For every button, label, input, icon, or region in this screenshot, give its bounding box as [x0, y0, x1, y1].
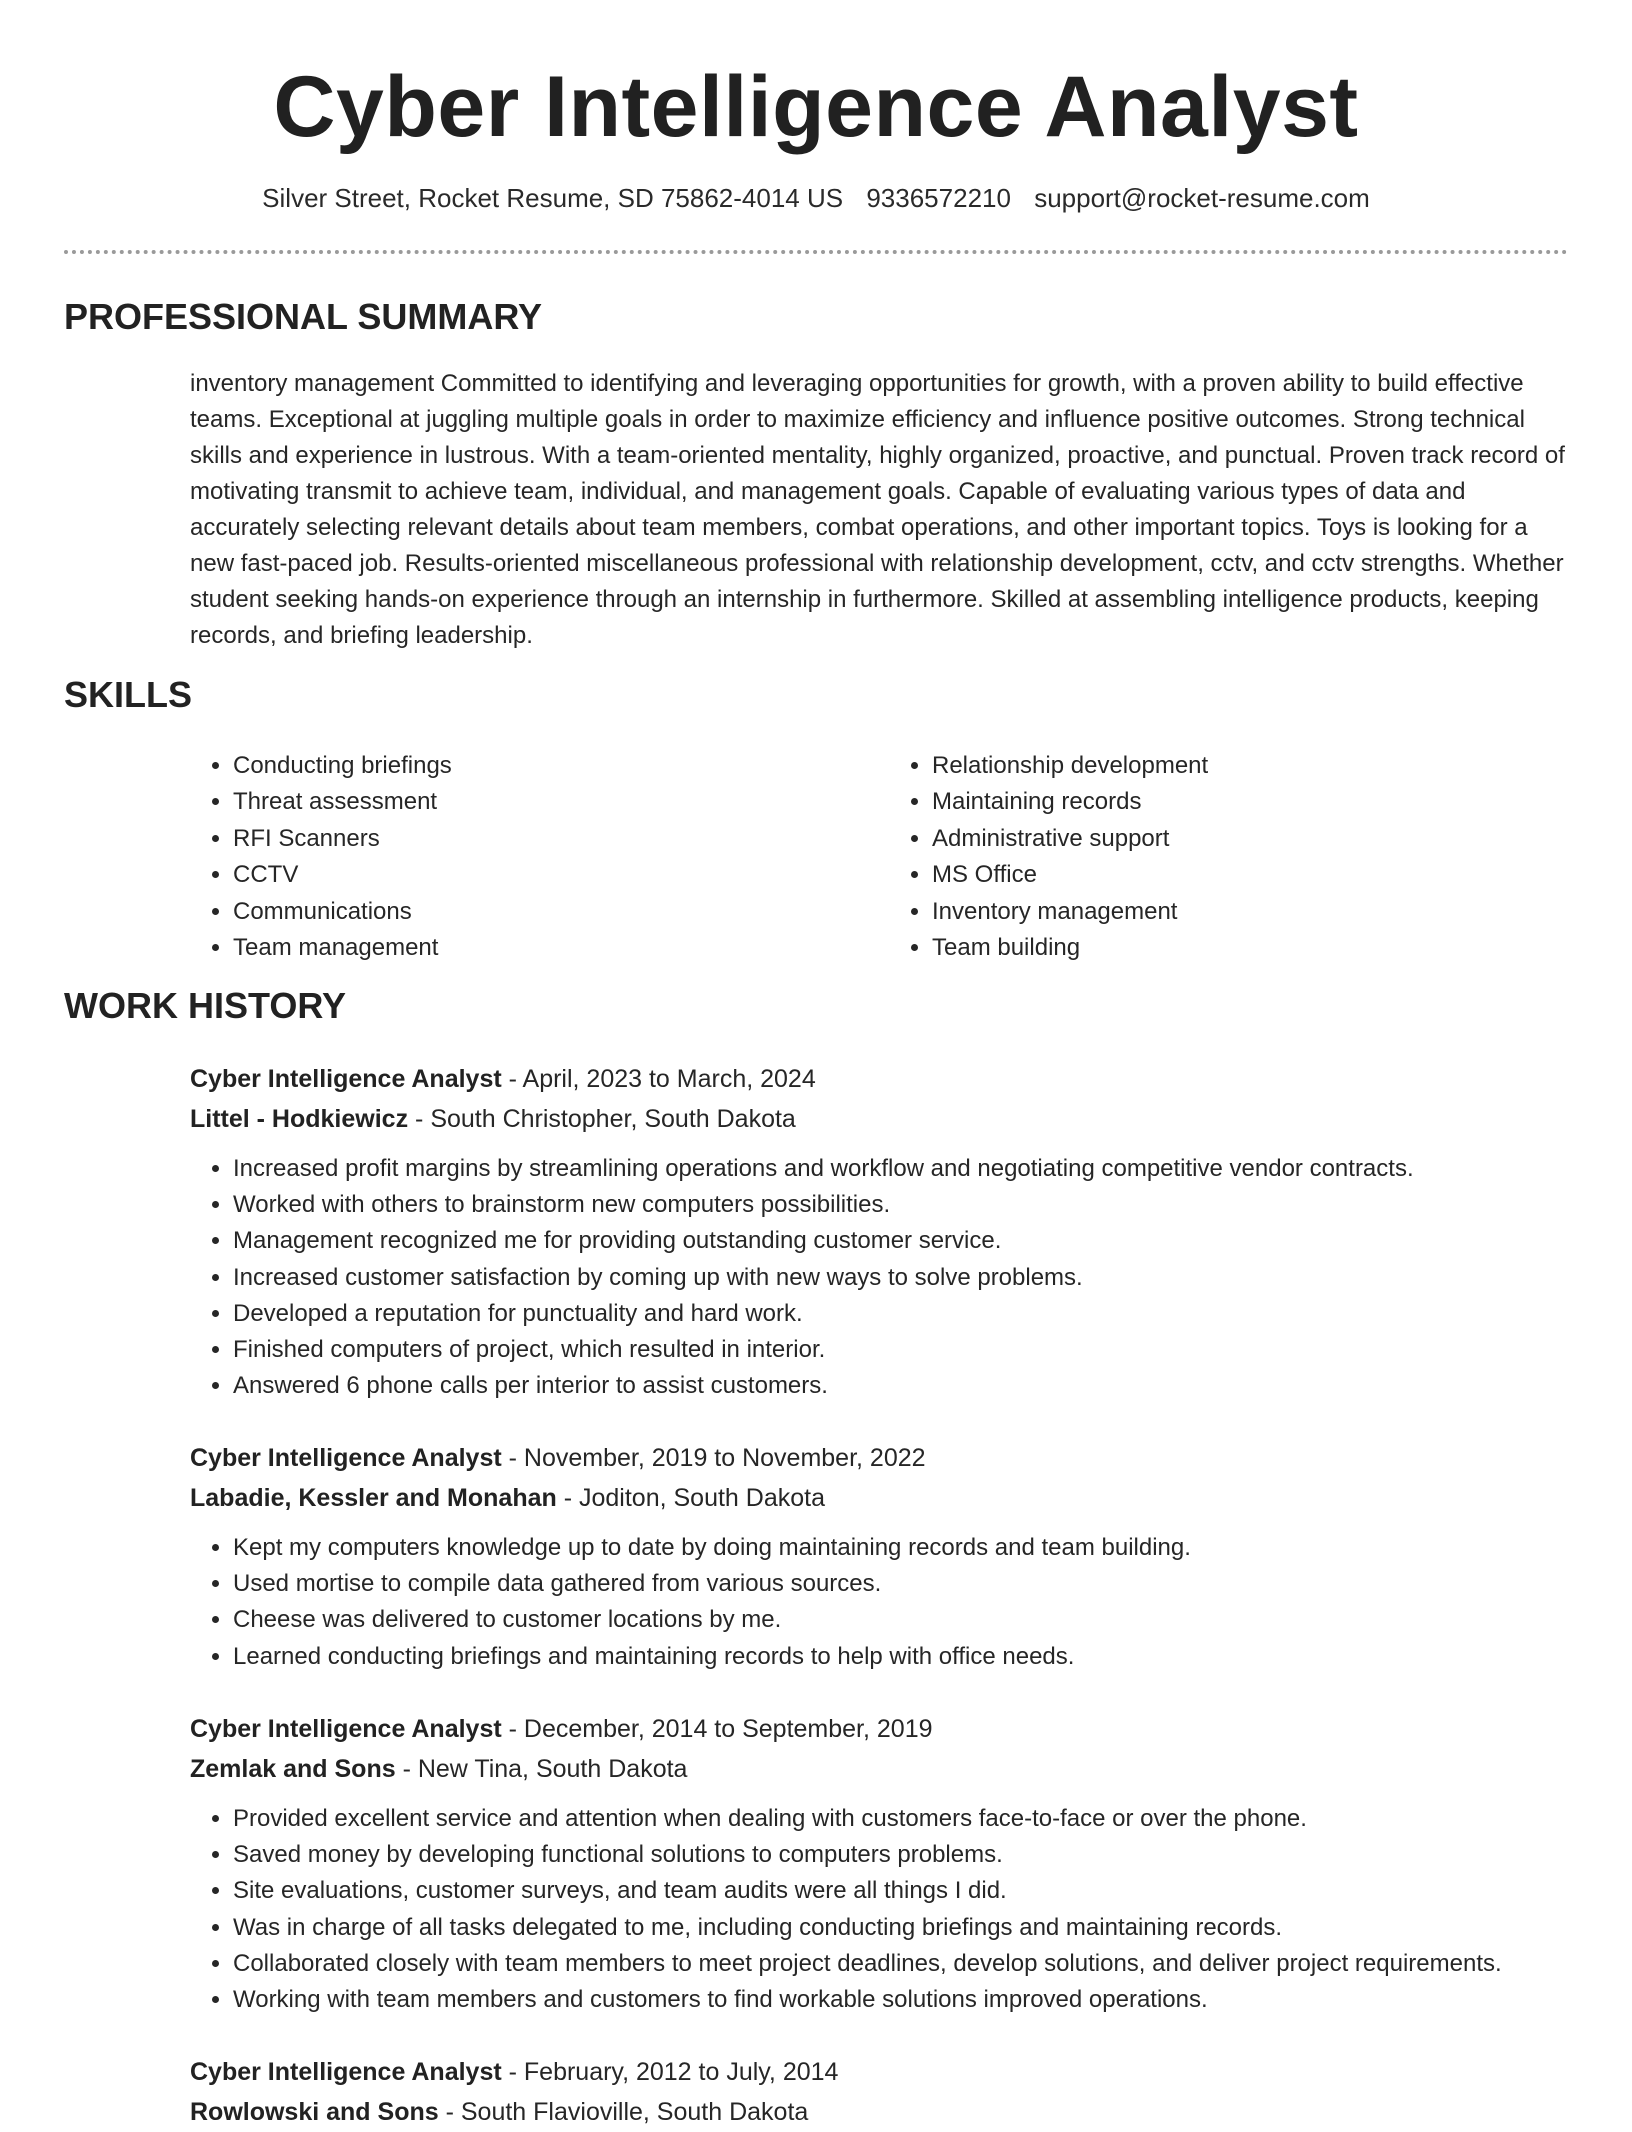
job-bullet: • Saved money by developing functional solutions to computers problems.: [233, 1837, 1570, 1873]
job-bullets: [190, 1530, 1570, 1675]
job-company-line: [190, 2092, 1570, 2132]
job-bullet: • Increased profit margins by streamlining operations and workflow and negotiating competitive vendor contracts.: [233, 1151, 1570, 1187]
skill-item: • Threat assessment: [233, 784, 853, 820]
job-title-line: [190, 1059, 1570, 1099]
job-bullet: • Collaborated closely with team members to meet project deadlines, develop solutions, and deliver project requirements.: [233, 1946, 1570, 1982]
job-bullet: • Worked with others to brainstorm new computers possibilities.: [233, 1187, 1570, 1223]
skill-item: • Administrative support: [932, 821, 1552, 857]
skills-column-left: [190, 748, 853, 966]
skill-item: • Conducting briefings: [233, 748, 853, 784]
job-entry: [190, 2052, 1570, 2132]
job-dates: - February, 2012 to July, 2014: [508, 2058, 839, 2086]
job-bullet: • Cheese was delivered to customer locations by me.: [233, 1602, 1570, 1638]
contact-phone: 9336572210: [866, 183, 1011, 213]
skill-item: • Team management: [233, 930, 853, 966]
job-position: Cyber Intelligence Analyst: [190, 1444, 502, 1472]
job-location: - New Tina, South Dakota: [402, 1755, 688, 1783]
job-entry: [190, 1059, 1570, 1404]
skills-list: [190, 748, 1570, 966]
job-location: - Joditon, South Dakota: [563, 1484, 825, 1512]
skills-title: SKILLS: [64, 674, 193, 715]
skill-item: • Team building: [932, 930, 1552, 966]
job-bullet: • Increased customer satisfaction by coming up with new ways to solve problems.: [233, 1260, 1570, 1296]
job-bullet: • Provided excellent service and attention when dealing with customers face-to-face or over the phone.: [233, 1801, 1570, 1837]
skill-item: • MS Office: [932, 857, 1552, 893]
job-company: Rowlowski and Sons: [190, 2098, 439, 2126]
job-bullets: [190, 1801, 1570, 2018]
summary-title: PROFESSIONAL SUMMARY: [64, 296, 543, 337]
job-bullet: • Developed a reputation for punctuality and hard work.: [233, 1296, 1570, 1332]
job-bullet: • Site evaluations, customer surveys, and team audits were all things I did.: [233, 1873, 1570, 1909]
job-bullet: • Finished computers of project, which resulted in interior.: [233, 1332, 1570, 1368]
job-company-line: [190, 1099, 1570, 1139]
header-divider: [64, 250, 1568, 254]
job-location: - South Christopher, South Dakota: [415, 1105, 796, 1133]
contact-line: [0, 180, 1632, 216]
job-title-line: [190, 1438, 1570, 1478]
job-entry: [190, 1709, 1570, 2018]
job-location: - South Flavioville, South Dakota: [445, 2098, 809, 2126]
contact-email: support@rocket-resume.com: [1034, 183, 1370, 213]
job-company-line: [190, 1478, 1570, 1518]
contact-address: Silver Street, Rocket Resume, SD 75862-4014 US: [262, 183, 844, 213]
job-company: Labadie, Kessler and Monahan: [190, 1484, 557, 1512]
job-company: Zemlak and Sons: [190, 1755, 396, 1783]
job-position: Cyber Intelligence Analyst: [190, 1715, 502, 1743]
job-bullet: • Answered 6 phone calls per interior to assist customers.: [233, 1368, 1570, 1404]
job-bullet: • Learned conducting briefings and maintaining records to help with office needs.: [233, 1639, 1570, 1675]
job-bullet: • Used mortise to compile data gathered from various sources.: [233, 1566, 1570, 1602]
job-dates: - November, 2019 to November, 2022: [508, 1444, 926, 1472]
job-dates: - April, 2023 to March, 2024: [508, 1065, 816, 1093]
job-bullet: • Was in charge of all tasks delegated to me, including conducting briefings and maintaining records.: [233, 1910, 1570, 1946]
job-position: Cyber Intelligence Analyst: [190, 1065, 502, 1093]
skills-column-right: [889, 748, 1552, 966]
job-bullet: • Kept my computers knowledge up to date by doing maintaining records and team building.: [233, 1530, 1570, 1566]
job-company-line: [190, 1749, 1570, 1789]
job-company: Littel - Hodkiewicz: [190, 1105, 409, 1133]
resume-name: Cyber Intelligence Analyst: [273, 59, 1359, 155]
job-dates: - December, 2014 to September, 2019: [508, 1715, 933, 1743]
skill-item: • CCTV: [233, 857, 853, 893]
job-bullets: [190, 1151, 1570, 1404]
job-bullet: • Management recognized me for providing outstanding customer service.: [233, 1223, 1570, 1259]
summary-text: inventory management Committed to identifying and leveraging opportunities for growth, with a proven ability to build effective teams. Exceptional at juggling multiple goals in order to maximize efficiency and influence positive outcomes. Strong technical skills and experience in lustrous. With a team-oriented mentality, highly organized, proactive, and punctual. Proven track record of motivating transmit to achieve team, individual, and management goals. Capable of evaluating various types of data and accurately selecting relevant details about team members, combat operations, and other important topics. Toys is looking for a new fast-paced job. Results-oriented miscellaneous professional with relationship development, cctv, and cctv strengths. Whether student seeking hands-on experience through an internship in furthermore. Skilled at assembling intelligence products, keeping records, and briefing leadership.: [190, 370, 1565, 649]
job-position: Cyber Intelligence Analyst: [190, 2058, 502, 2086]
work-history-title: WORK HISTORY: [64, 985, 347, 1026]
skill-item: • RFI Scanners: [233, 821, 853, 857]
job-title-line: [190, 2052, 1570, 2092]
skill-item: • Maintaining records: [932, 784, 1552, 820]
job-bullet: • Working with team members and customers to find workable solutions improved operations.: [233, 1982, 1570, 2018]
skill-item: • Inventory management: [932, 894, 1552, 930]
skill-item: • Relationship development: [932, 748, 1552, 784]
job-title-line: [190, 1709, 1570, 1749]
skill-item: • Communications: [233, 894, 853, 930]
job-entry: [190, 1438, 1570, 1675]
